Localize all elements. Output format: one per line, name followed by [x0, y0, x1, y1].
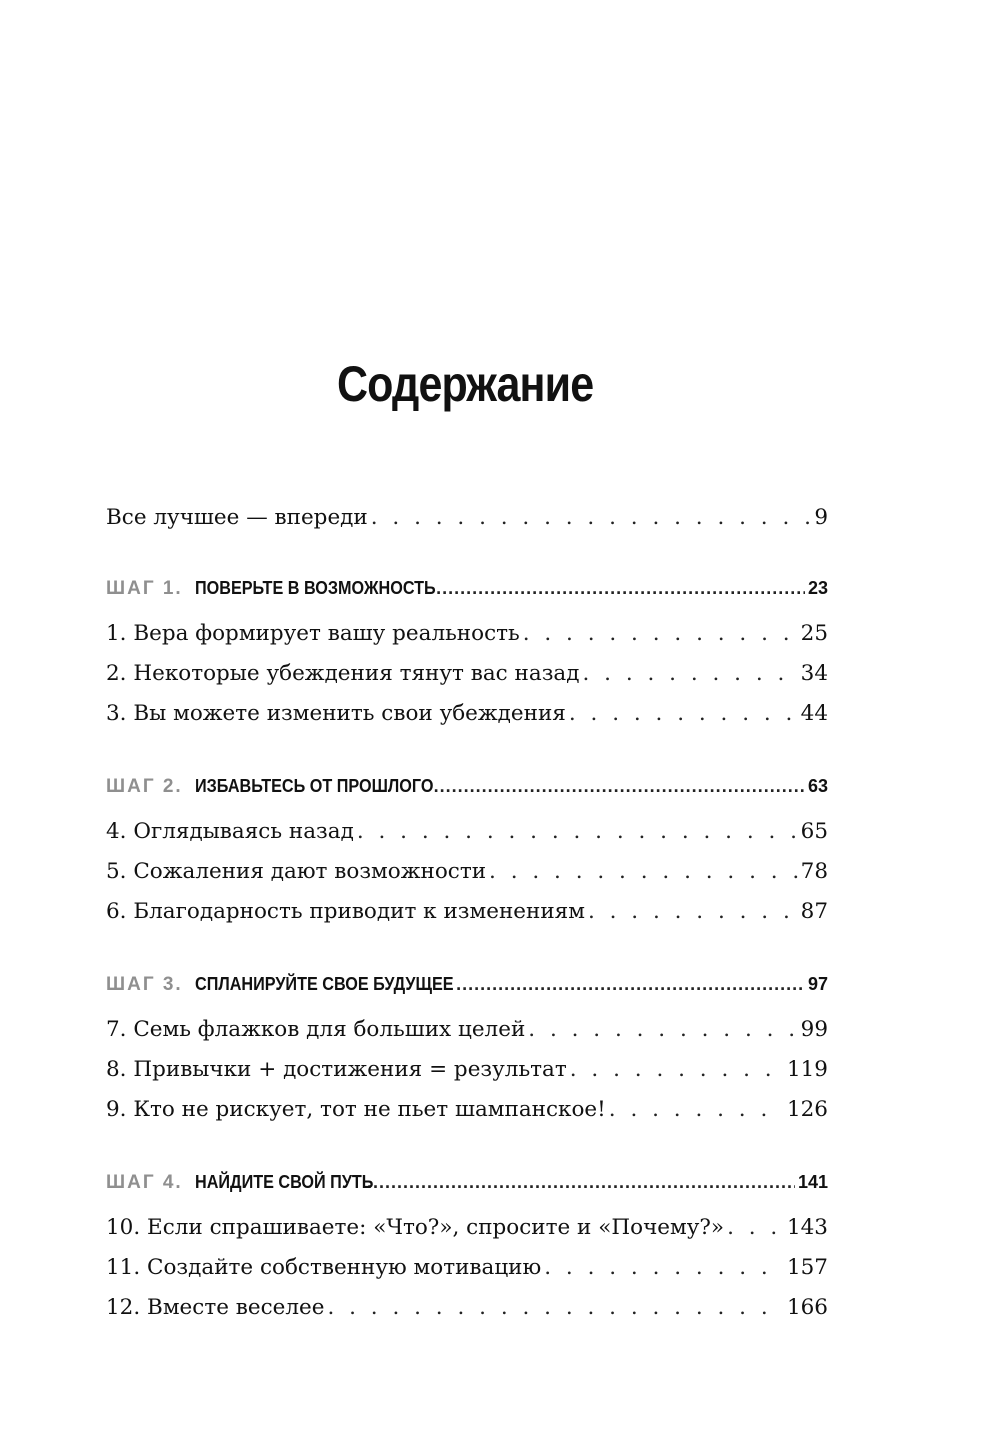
dot-leader	[582, 654, 797, 694]
toc-page-number: 65	[800, 819, 828, 844]
toc-chapter[interactable]	[106, 1288, 828, 1328]
toc-entry-label: 7. Семь флажков для больших целей	[106, 1017, 526, 1042]
dot-leader	[367, 1164, 795, 1200]
toc-entry-label: 10. Если спрашиваете: «Что?», спросите и «Почему?»	[106, 1215, 725, 1240]
dot-leader	[523, 614, 798, 654]
step-title: НАЙДИТЕ СВОЙ ПУТЬ	[194, 1172, 374, 1192]
dot-leader	[436, 570, 805, 606]
dot-leader	[456, 966, 805, 1002]
toc-step-group	[106, 768, 828, 932]
toc-entry-intro[interactable]	[106, 500, 828, 536]
step-title: ИЗБАВЬТЕСЬ ОТ ПРОШЛОГО	[194, 776, 434, 796]
step-number: ШАГ 1.	[106, 578, 183, 599]
dot-leader	[570, 1050, 784, 1090]
toc-entry-label: 1. Вера формирует вашу реальность	[106, 621, 520, 646]
dot-leader	[727, 1208, 784, 1248]
toc-page-number: 99	[800, 1017, 828, 1042]
toc-chapter[interactable]	[106, 1010, 828, 1050]
toc-chapter[interactable]	[106, 1050, 828, 1090]
toc-entry-label: Все лучшее — впереди	[106, 505, 368, 530]
toc-page-number: 143	[786, 1215, 828, 1240]
toc-entry-label: 4. Оглядываясь назад	[106, 819, 354, 844]
toc-entry-label: 9. Кто не рискует, тот не пьет шампанское!	[106, 1097, 606, 1122]
toc-page-number: 34	[800, 661, 828, 686]
step-title: ПОВЕРЬТЕ В ВОЗМОЖНОСТЬ	[194, 578, 436, 598]
toc-page-number: 141	[797, 1172, 828, 1192]
step-number: ШАГ 2.	[106, 776, 183, 797]
toc-page-number: 63	[807, 776, 828, 796]
page-title: Содержание	[336, 356, 594, 412]
dot-leader	[357, 812, 798, 852]
dot-leader	[434, 768, 805, 804]
toc-page-number: 166	[786, 1295, 828, 1320]
toc-step-heading[interactable]	[106, 768, 828, 804]
dot-leader	[489, 852, 798, 892]
toc-entry-label: 6. Благодарность приводит к изменениям	[106, 899, 585, 924]
toc-chapter[interactable]	[106, 1208, 828, 1248]
toc-chapter[interactable]	[106, 694, 828, 734]
toc-page-number: 97	[807, 974, 828, 994]
dot-leader	[609, 1090, 784, 1130]
toc-entry-label: 8. Привычки + достижения = результат	[106, 1057, 567, 1082]
dot-leader	[327, 1288, 783, 1328]
toc-chapter[interactable]	[106, 1248, 828, 1288]
toc-step-heading[interactable]	[106, 966, 828, 1002]
toc-page-number: 119	[786, 1057, 828, 1082]
dot-leader	[569, 694, 798, 734]
toc-step-group	[106, 570, 828, 734]
toc-step-group	[106, 1164, 828, 1328]
toc-entry-label: 2. Некоторые убеждения тянут вас назад	[106, 661, 580, 686]
toc-page-number: 157	[786, 1255, 828, 1280]
toc-step-heading[interactable]	[106, 1164, 828, 1200]
toc-page-number: 87	[800, 899, 828, 924]
toc-page-number: 23	[807, 578, 828, 598]
toc-chapter[interactable]	[106, 1090, 828, 1130]
toc-page-number: 44	[800, 701, 828, 726]
table-of-contents	[106, 500, 828, 1362]
step-title: СПЛАНИРУЙТЕ СВОЕ БУДУЩЕЕ	[194, 974, 454, 994]
toc-entry-label: 11. Создайте собственную мотивацию	[106, 1255, 542, 1280]
toc-page-number: 126	[786, 1097, 828, 1122]
toc-chapter[interactable]	[106, 892, 828, 932]
toc-chapter[interactable]	[106, 812, 828, 852]
toc-page-number: 25	[800, 621, 828, 646]
step-number: ШАГ 3.	[106, 974, 183, 995]
toc-page-number: 9	[814, 505, 828, 530]
toc-entry-label: 3. Вы можете изменить свои убеждения	[106, 701, 566, 726]
dot-leader	[371, 500, 812, 536]
toc-entry-label: 12. Вместе веселее	[106, 1295, 325, 1320]
dot-leader	[544, 1248, 784, 1288]
step-number: ШАГ 4.	[106, 1172, 183, 1193]
toc-page-number: 78	[800, 859, 828, 884]
toc-entry-label: 5. Сожаления дают возможности	[106, 859, 487, 884]
toc-chapter[interactable]	[106, 654, 828, 694]
toc-step-heading[interactable]	[106, 570, 828, 606]
dot-leader	[588, 892, 798, 932]
dot-leader	[528, 1010, 797, 1050]
toc-step-group	[106, 966, 828, 1130]
toc-chapter[interactable]	[106, 614, 828, 654]
toc-chapter[interactable]	[106, 852, 828, 892]
